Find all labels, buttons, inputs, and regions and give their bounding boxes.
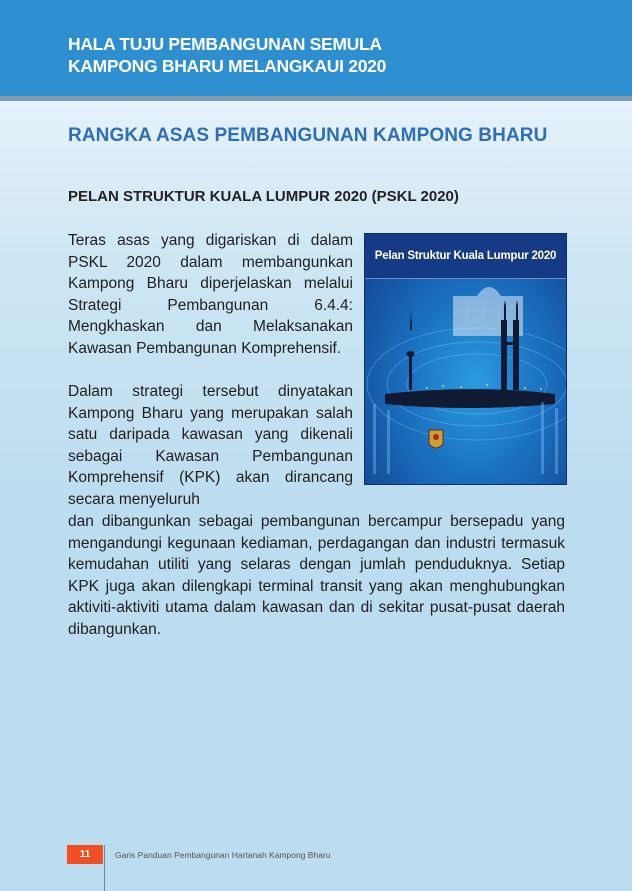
paragraph-2-part-2: dan dibangunkan sebagai pembangunan bercampur bersepadu yang mengandungi kegunaan kediaman, perdagangan dan industri termasuk kemudahan utiliti yang selaras dengan jumlah penduduknya. Setiap KPK juga akan dilengkapi terminal transit yang akan menghubungkan aktiviti-aktiviti utama dalam kawasan dan di sekitar pusat-pusat daerah dibangunkan. (68, 513, 565, 638)
section-title: RANGKA ASAS PEMBANGUNAN KAMPONG BHARU (68, 125, 548, 146)
footer-document-title: Garis Panduan Pembangunan Hartanah Kampong Bharu (115, 850, 331, 860)
paragraph-1: Teras asas yang digariskan di dalam PSKL 2020 dalam membangunkan Kampong Bharu diperjelaskan melalui Strategi Pembangunan 6.4.4: Mengkhaskan dan Melaksanakan Kawasan Pembangunan Komprehensif. (68, 232, 353, 357)
paragraph-2-part-1: Dalam strategi tersebut dinyatakan Kampong Bharu yang merupakan salah satu daripada kawasan yang dikenali sebagai Kawasan Pembangunan Komprehensif (KPK) akan dirancang secara menyeluruh (68, 383, 353, 508)
header-title-line-2: KAMPONG BHARU MELANGKAUI 2020 (68, 56, 386, 76)
footer-divider (104, 845, 105, 891)
cover-artwork (365, 234, 566, 484)
subsection-title: PELAN STRUKTUR KUALA LUMPUR 2020 (PSKL 2020) (68, 188, 459, 205)
city-crest-icon (429, 430, 443, 448)
header-title-line-1: HALA TUJU PEMBANGUNAN SEMULA (68, 34, 382, 54)
header-title (68, 33, 588, 77)
pskl-2020-cover-image (364, 233, 567, 485)
page-number: 11 (79, 849, 91, 860)
cover-title: Pelan Struktur Kuala Lumpur 2020 (374, 250, 557, 262)
